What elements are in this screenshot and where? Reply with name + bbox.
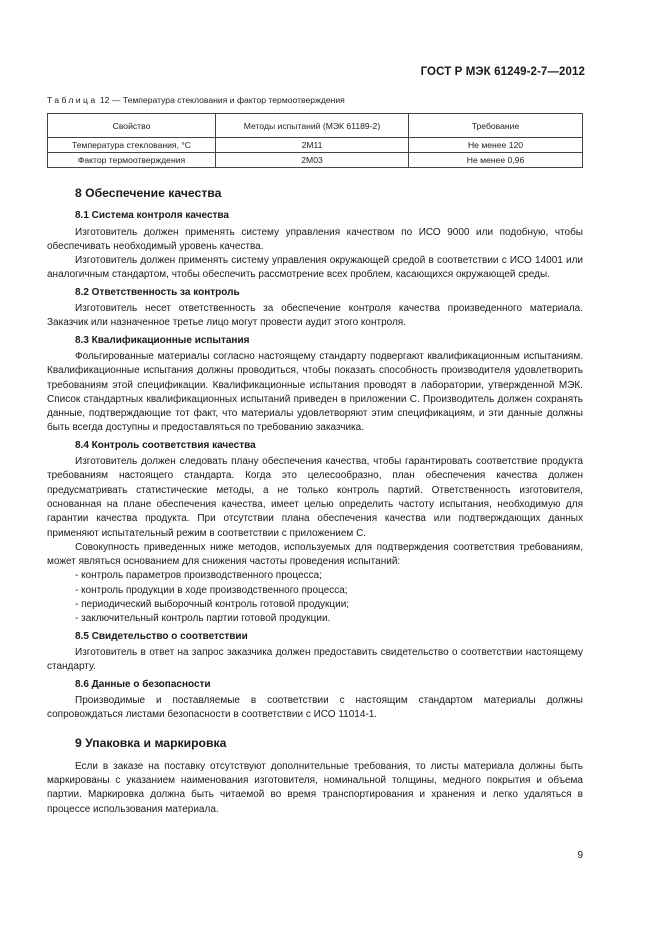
section-spacer: [47, 722, 583, 736]
paragraph: Если в заказе на поставку отсутствуют дополнительные требования, то листы материала должны быть маркированы с указанием наименования изготовителя, номинальной толщины, медного покрытия и объема партии. Маркировка должна быть читаемой во время транспортирования и хранения и легко удаляться в процессе использования материала.: [47, 760, 583, 815]
section-8-2-heading: 8.2 Ответственность за контроль: [75, 286, 240, 298]
table-cell: Температура стеклования, °С: [48, 138, 216, 153]
paragraph: Изготовитель несет ответственность за обеспечение контроля качества произведенного материала. Заказчик или назначенное третье лицо могут провести аудит этого контроля.: [47, 303, 583, 329]
section-9-heading: 9 Упаковка и маркировка: [75, 736, 227, 751]
paragraph: Совокупность приведенных ниже методов, используемых для подтверждения соответствия требованиям, может являться основанием для снижения частоты проведения испытаний:: [47, 541, 583, 568]
table-cell: Не менее 120: [409, 138, 583, 153]
table-cell: Не менее 0,96: [409, 153, 583, 168]
paragraph: Фольгированные материалы согласно настоящему стандарту подвергают квалификационным испытаниям. Квалификационные испытания должны проводиться, чтобы показать способность производителя удовлетворить требованиям этой спецификации. Квалификационные испытания проводят в лаборатории, утвержденной МЭК. Список стандартных квалификационных испытаний приведен в приложении С. Производитель должен сохранять данные, подтверждающие тот факт, что материалы удовлетворяют этим спецификациям, и эти данные должны быть всегда доступны и предоставляться по требованию заказчика.: [47, 350, 583, 434]
document-body: [47, 186, 583, 817]
paragraph: Изготовитель должен применять систему управления окружающей средой в соответствии с ИСО 14001 или аналогичным стандартом, чтобы обеспечить рассмотрение всех проблем, касающихся окружающей среды.: [47, 255, 583, 281]
paragraph: Изготовитель должен применять систему управления качеством по ИСО 9000 или подобную, чтобы обеспечивать необходимый уровень качества.: [47, 226, 583, 252]
paragraph: Производимые и поставляемые в соответствии с настоящим стандартом материалы должны сопровождаться листами безопасности в соответствии с ИСО 11014-1.: [47, 694, 583, 721]
table-caption-text: 12 — Температура стеклования и фактор термоотверждения: [97, 95, 345, 105]
section-8-1-heading: 8.1 Система контроля качества: [75, 210, 229, 222]
section-8-5-heading: 8.5 Свидетельство о соответствии: [75, 630, 248, 642]
list-item: - контроль продукции в ходе производственного процесса;: [75, 584, 348, 596]
table-cell: 2М03: [216, 153, 409, 168]
list-item: - периодический выборочный контроль готовой продукции;: [75, 599, 350, 611]
table-row: [48, 138, 583, 153]
section-8-4-heading: 8.4 Контроль соответствия качества: [75, 439, 256, 451]
section-8-6-heading: 8.6 Данные о безопасности: [75, 678, 211, 690]
table-cell: 2М11: [216, 138, 409, 153]
standard-code: ГОСТ Р МЭК 61249-2-7—2012: [420, 66, 585, 78]
header-property: Свойство: [48, 114, 216, 138]
paragraph: Изготовитель должен следовать плану обеспечения качества, чтобы гарантировать соответствие продукта требованиям настоящего стандарта. Когда это целесообразно, план обеспечения качества должен предусматривать статистические методы, а не только контроль партий. Ответственность изготовителя, основанная на плане обеспечения качества, имеет целью определить частоту испытания, необходимую для гарантии качества продукта. При отсутствии плана обеспечения качества или подтверждающих данных применяют испытательный режим в соответствии с приложением С.: [47, 456, 583, 539]
section-8-heading: 8 Обеспечение качества: [75, 186, 222, 200]
paragraph: Изготовитель в ответ на запрос заказчика должен предоставить свидетельство о соответствии настоящему стандарту.: [47, 646, 583, 673]
header-requirement: Требование: [409, 114, 583, 138]
list-item: - контроль параметров производственного процесса;: [75, 570, 322, 582]
section-8-3-heading: 8.3 Квалификационные испытания: [75, 334, 250, 346]
page-number: 9: [577, 850, 583, 861]
header-test-methods: Методы испытаний (МЭК 61189-2): [216, 114, 409, 138]
table-cell: Фактор термоотверждения: [48, 153, 216, 168]
table-caption: [47, 95, 345, 105]
table-row: [48, 153, 583, 168]
table-caption-word: Таблица: [47, 95, 98, 105]
list-item: - заключительный контроль партии готовой продукции.: [75, 613, 331, 625]
table-header-row: [48, 114, 583, 138]
properties-table: [47, 113, 583, 168]
